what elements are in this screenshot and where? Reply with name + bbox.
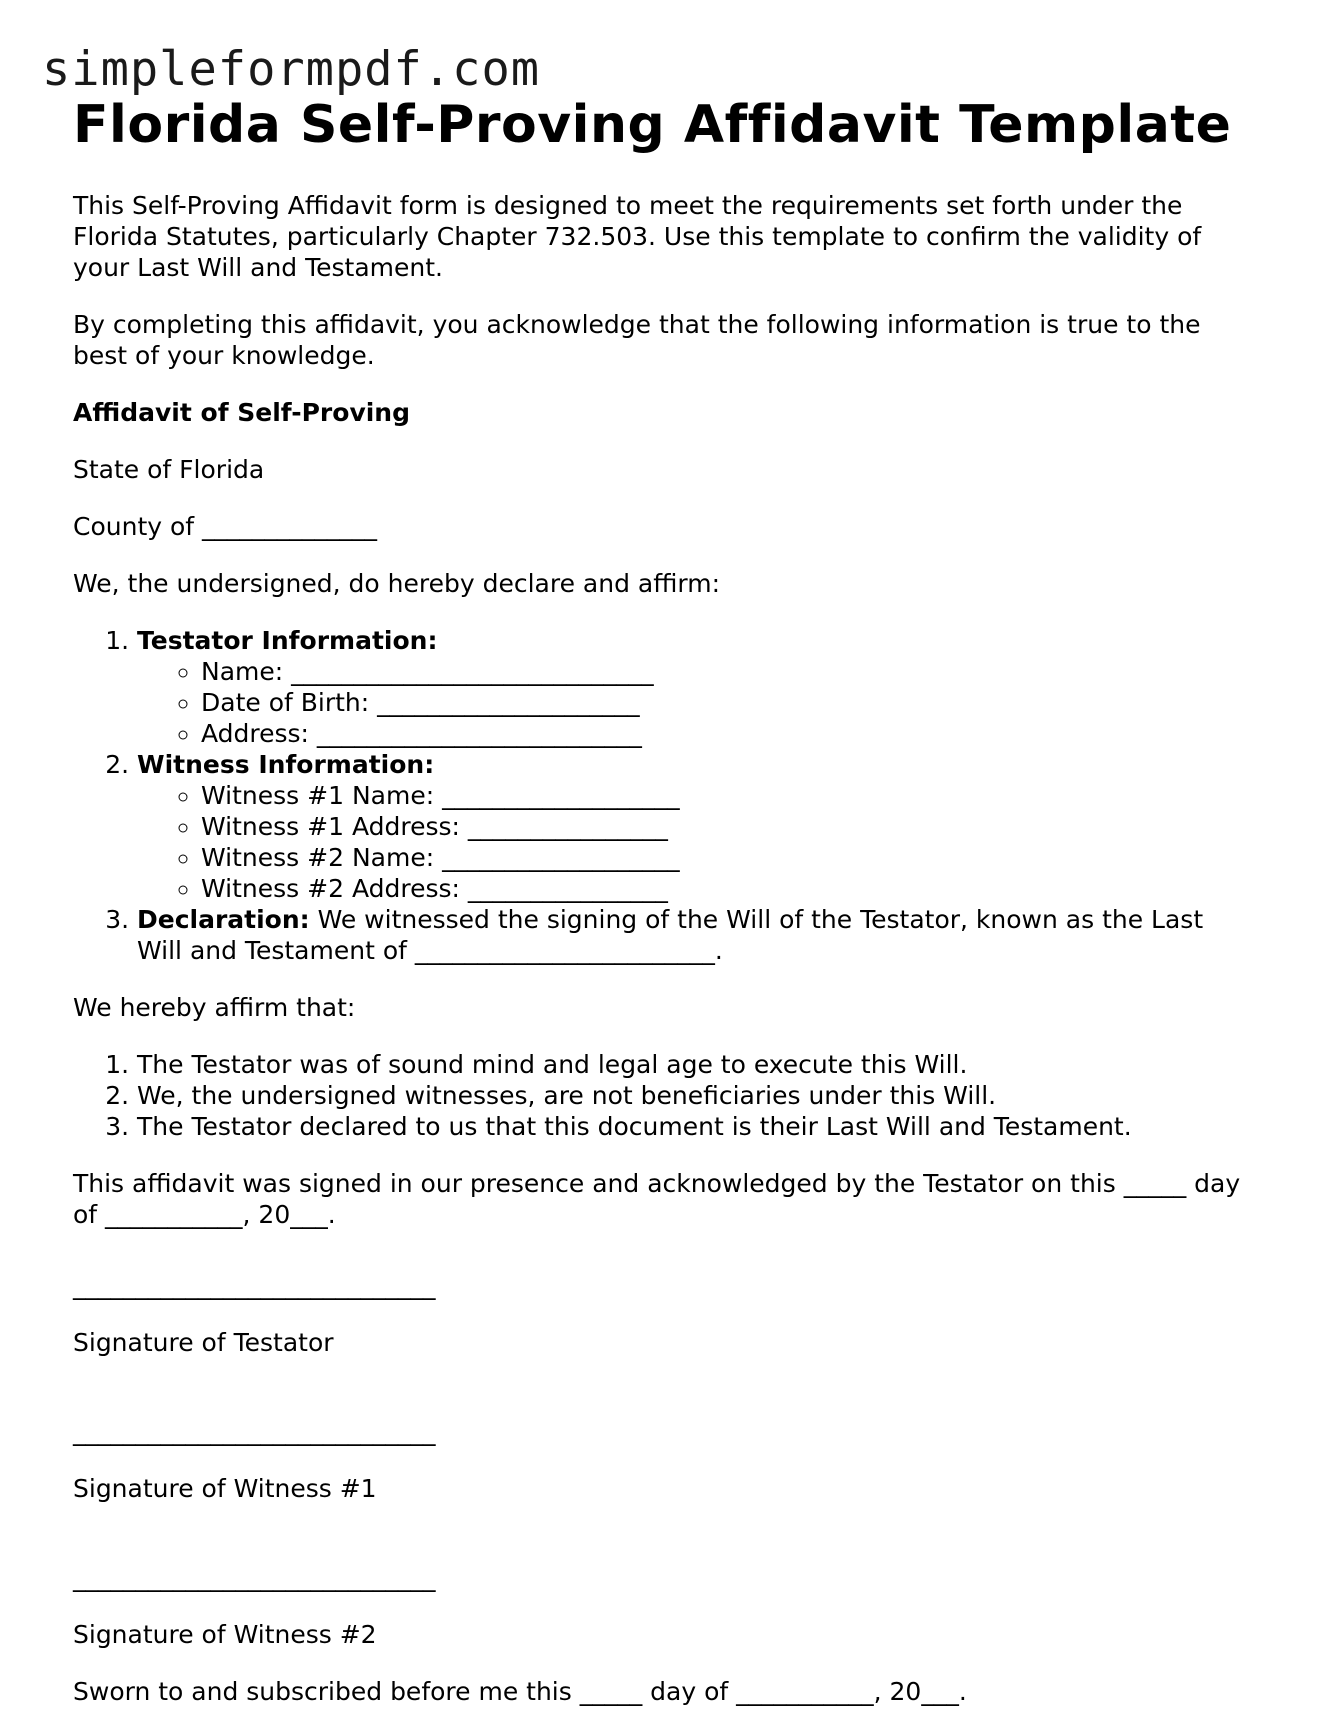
witness-fields [137, 780, 1253, 904]
affirm-line: We hereby affirm that: [73, 993, 356, 1022]
witness2-name-field: ◦ Witness #2 Name: ___________________ [201, 842, 1253, 873]
county-line: County of ______________ [73, 512, 378, 541]
declare-line: We, the undersigned, do hereby declare and affirm: [73, 569, 721, 598]
document-title: Florida Self-Proving Affidavit Template [73, 95, 1232, 155]
list-item-witness [137, 749, 1253, 904]
testator-signature-label: Signature of Testator [73, 1328, 334, 1357]
testator-fields [137, 656, 1253, 749]
testator-address-field: ◦ Address: __________________________ [201, 718, 1253, 749]
declaration-label: Declaration: [137, 905, 310, 934]
witness-label: Witness Information: [137, 750, 435, 779]
testator-dob-field: ◦ Date of Birth: _____________________ [201, 687, 1253, 718]
intro-paragraph-1: This Self-Proving Affidavit form is designed to meet the requirements set forth under the Florida Statutes, particularly Chapter 732.503. Use this template to confirm the validity of your Last Will and Testament. [73, 191, 1202, 282]
declaration-text: We witnessed the signing of the Will of the Testator, known as the Last Will and Testament of ________________________. [137, 905, 1204, 965]
list-item-declaration [137, 904, 1253, 966]
witness2-address-field: ◦ Witness #2 Address: ________________ [201, 873, 1253, 904]
testator-signature-line: _____________________________ [73, 1271, 436, 1300]
affirm-item-1: 1. The Testator was of sound mind and legal age to execute this Will. [137, 1049, 1253, 1080]
sworn-line: Sworn to and subscribed before me this _____ day of ___________, 20___. [73, 1677, 967, 1706]
witness2-signature-label: Signature of Witness #2 [73, 1620, 377, 1649]
info-list [73, 625, 1253, 966]
intro-paragraph-2: By completing this affidavit, you acknowledge that the following information is true to the best of your knowledge. [73, 310, 1201, 370]
witness1-address-field: ◦ Witness #1 Address: ________________ [201, 811, 1253, 842]
witness2-signature-line: _____________________________ [73, 1563, 436, 1592]
document-page [73, 90, 1253, 1707]
witness1-name-field: ◦ Witness #1 Name: ___________________ [201, 780, 1253, 811]
testator-name-field: ◦ Name: _____________________________ [201, 656, 1253, 687]
witness1-signature-label: Signature of Witness #1 [73, 1474, 377, 1503]
testator-label: Testator Information: [137, 626, 438, 655]
signed-line: This affidavit was signed in our presence and acknowledged by the Testator on this _____ day of ___________, 20___. [73, 1169, 1241, 1229]
watermark: simpleformpdf.com [42, 42, 541, 97]
affirm-item-3: 3. The Testator declared to us that this document is their Last Will and Testament. [137, 1111, 1253, 1142]
witness1-signature-line: _____________________________ [73, 1417, 436, 1446]
list-item-testator [137, 625, 1253, 749]
state-line: State of Florida [73, 455, 265, 484]
section-heading: Affidavit of Self-Proving [73, 398, 410, 427]
affirm-item-2: 2. We, the undersigned witnesses, are not beneficiaries under this Will. [137, 1080, 1253, 1111]
affirm-list [73, 1049, 1253, 1142]
